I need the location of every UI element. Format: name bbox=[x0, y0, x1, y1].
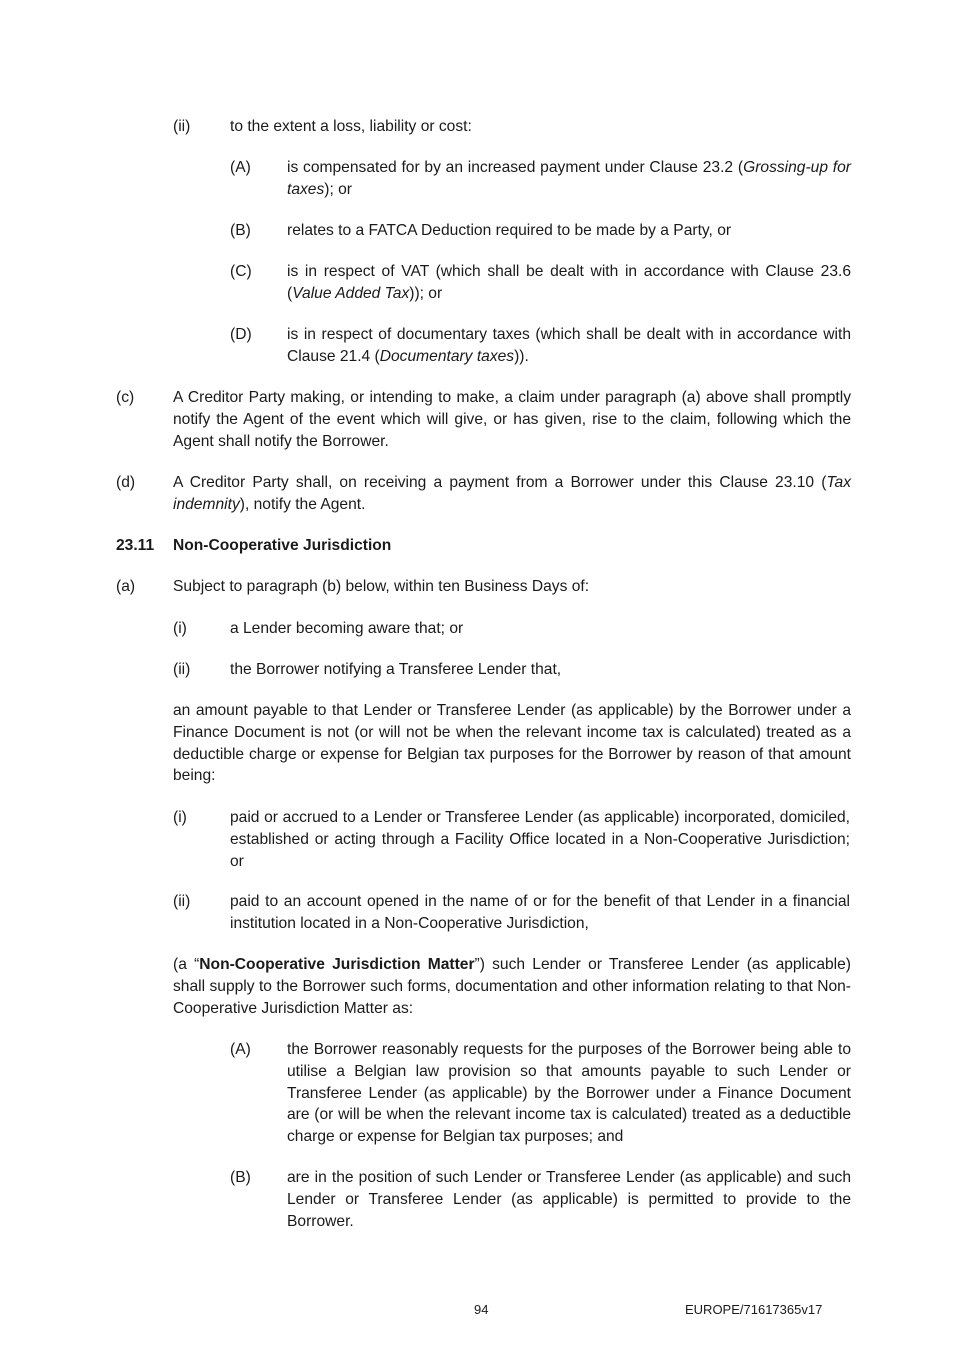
item-text: Subject to paragraph (b) below, within ten Business Days of: bbox=[173, 578, 590, 595]
item-text: a Lender becoming aware that; or bbox=[230, 620, 464, 637]
item-label: (A) bbox=[230, 1041, 251, 1058]
item-text: to the extent a loss, liability or cost: bbox=[230, 118, 472, 135]
paragraph-text: an amount payable to that Lender or Transferee Lender (as applicable) by the Borrower under a Finance Document is not (or will not be when the relevant income tax is calculated) treated as a deductible charge or expense for Belgian tax purposes for the Borrower by reason of that amount being: bbox=[173, 702, 851, 785]
item-label: (ii) bbox=[173, 661, 191, 678]
item-label: (A) bbox=[230, 159, 251, 176]
item-label: (i) bbox=[173, 620, 187, 637]
item-text: paid to an account opened in the name of or for the benefit of that Lender in a financial institution located in a Non-Cooperative Jurisdiction, bbox=[230, 893, 850, 932]
document-reference: EUROPE/71617365v17 bbox=[685, 1302, 823, 1317]
item-text: the Borrower reasonably requests for the purposes of the Borrower being able to utilise a Belgian law provision so that amounts payable to such Lender or Transferee Lender (as applicable) by the Borrower under a Finance Document are (or will be when the relevant income tax is calculated) treated as a deductible charge or expense for Belgian tax purposes; and bbox=[287, 1041, 851, 1146]
item-text: paid or accrued to a Lender or Transferee Lender (as applicable) incorporated, domiciled, established or acting through a Facility Office located in a Non-Cooperative Jurisdiction; or bbox=[230, 809, 850, 870]
item-label: (C) bbox=[230, 263, 252, 280]
item-text: A Creditor Party shall, on receiving a payment from a Borrower under this Clause 23.10 (Tax indemnity), notify the Agent. bbox=[173, 474, 851, 513]
section-number: 23.11 bbox=[116, 537, 155, 554]
item-text: are in the position of such Lender or Transferee Lender (as applicable) and such Lender or Transferee Lender (as applicable) is permitted to provide to the Borrower. bbox=[287, 1169, 851, 1230]
item-text: the Borrower notifying a Transferee Lender that, bbox=[230, 661, 562, 678]
page-number: 94 bbox=[474, 1302, 489, 1317]
item-label: (B) bbox=[230, 222, 251, 239]
paragraph-text: (a “Non-Cooperative Jurisdiction Matter”) such Lender or Transferee Lender (as applicable) shall supply to the Borrower such forms, documentation and other information relating to that Non-Cooperative Jurisdiction Matter as: bbox=[173, 956, 852, 1017]
item-text: A Creditor Party making, or intending to make, a claim under paragraph (a) above shall promptly notify the Agent of the event which will give, or has given, rise to the claim, following which the Agent shall notify the Borrower. bbox=[173, 389, 851, 450]
item-text: relates to a FATCA Deduction required to be made by a Party, or bbox=[287, 222, 732, 239]
item-label: (ii) bbox=[173, 118, 191, 135]
item-text: is in respect of VAT (which shall be dealt with in accordance with Clause 23.6 (Value Added Tax)); or bbox=[287, 263, 851, 302]
item-label: (i) bbox=[173, 809, 187, 826]
defined-term: Non-Cooperative Jurisdiction Matter bbox=[199, 956, 475, 973]
item-label: (c) bbox=[116, 389, 135, 406]
item-label: (D) bbox=[230, 326, 252, 343]
item-text: is compensated for by an increased payment under Clause 23.2 (Grossing-up for taxes); or bbox=[287, 159, 851, 198]
section-title: Non-Cooperative Jurisdiction bbox=[173, 537, 392, 554]
item-label: (a) bbox=[116, 578, 136, 595]
item-label: (d) bbox=[116, 474, 136, 491]
item-label: (B) bbox=[230, 1169, 251, 1186]
item-text: is in respect of documentary taxes (which shall be dealt with in accordance with Clause 21.4 (Documentary taxes)). bbox=[287, 326, 851, 365]
item-label: (ii) bbox=[173, 893, 191, 910]
